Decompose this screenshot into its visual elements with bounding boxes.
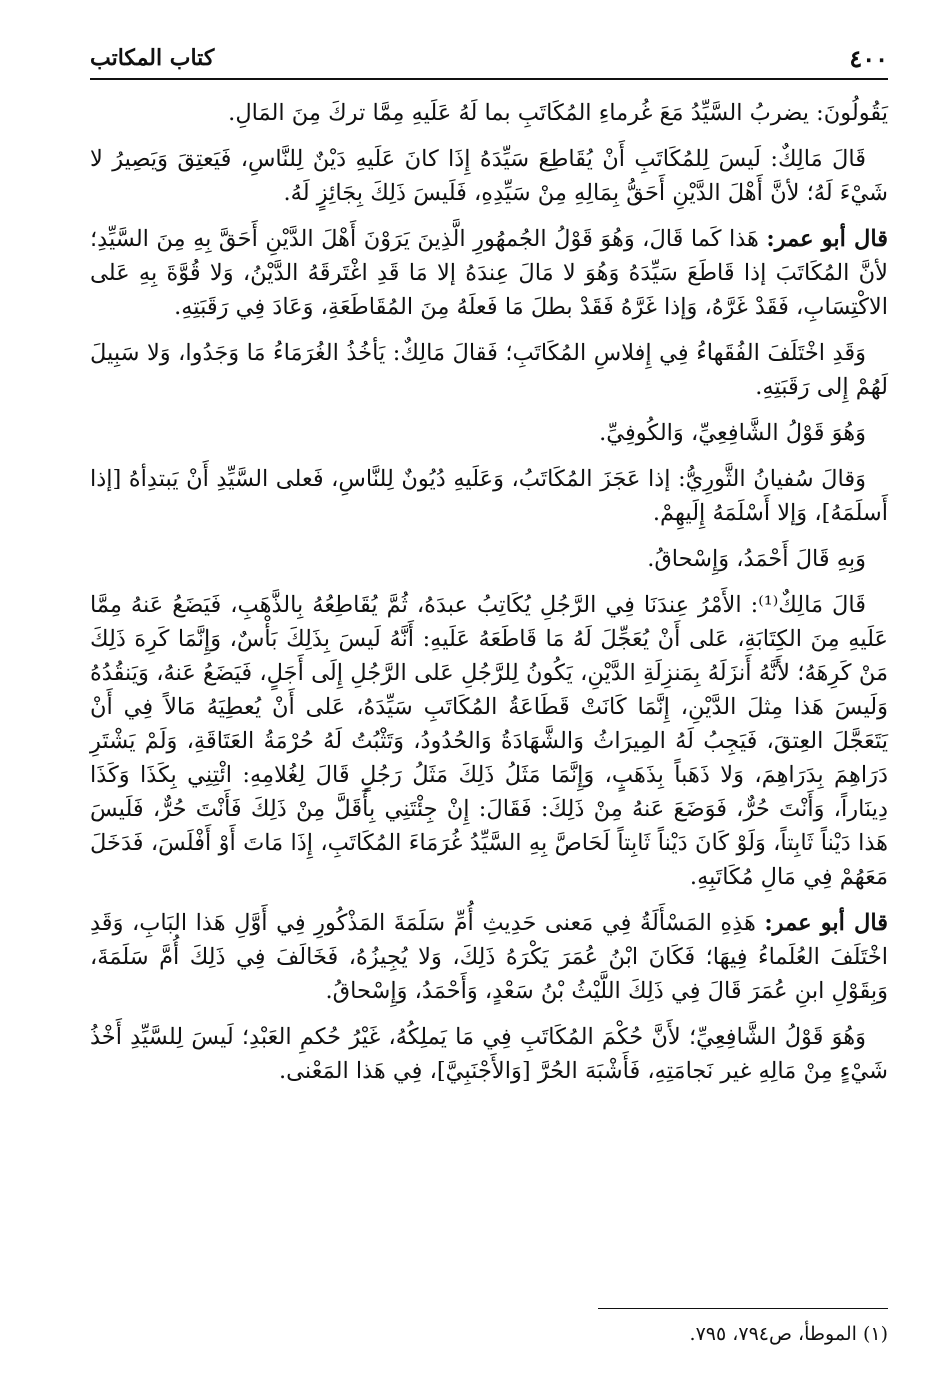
book-page (90, 38, 888, 1358)
paragraph (90, 542, 888, 576)
paragraph (90, 336, 888, 404)
paragraph-text: يَقُولُونَ: يضربُ السَّيِّدُ مَعَ غُرماءِ المُكَاتَبِ بما لَهُ عَلَيهِ مِمَّا تركَ مِنَ المَالِ. (228, 100, 888, 126)
footnote-divider (598, 1308, 888, 1309)
paragraph-text: وَهُوَ قَوْلُ الشَّافِعِيِّ؛ لأَنَّ حُكْمَ المُكَاتَبِ فِي مَا يَملِكُهُ، غَيْرُ حُكمِ العَبْدِ؛ لَيسَ لِلسَّيِّدِ أَخْذُ شَيْءٍ مِنْ مَالِهِ غير نَجامَتِهِ، فَأَشْبَهَ الحُرَّ [وَالأَجْنَبِيَّ]، فِي هَذا المَعْنى. (90, 1024, 888, 1084)
paragraph-text: وَهُوَ قَوْلُ الشَّافِعِيِّ، وَالكُوفِيِّ. (599, 420, 866, 446)
paragraph-text: وَقالَ سُفيانُ الثَّورِيُّ: إذا عَجَزَ المُكَاتَبُ، وَعَلَيهِ دُيُونٌ لِلنَّاسِ، فَعلى السَّيِّدِ أَنْ يَبتدِأهُ [إذا أَسلَمَهُ]، وَإلا أَسْلَمَهُ إِلَيهِمْ. (90, 466, 888, 526)
paragraph-text: هَذِهِ المَسْأَلَةُ فِي مَعنى حَدِيثِ أُمِّ سَلَمَةَ المَذْكُورِ فِي أَوَّلِ هَذا البَابِ، وَقَدِ اخْتَلَفَ العُلَماءُ فِيهَا؛ فَكَانَ ابْنُ عُمَرَ يَكْرَهُ ذَلِكَ، وَلا يُجِيزُهُ، فَخَالَفَ فِي ذَلِكَ أُمَّ سَلَمَةَ، وَبِقَوْلِ ابنِ عُمَرَ قَالَ فِي ذَلِكَ اللَّيْثُ بْنُ سَعْدٍ، وَأَحْمَدُ، وَإِسْحاقُ. (90, 910, 888, 1004)
footnote: (١) الموطأ، ص٧٩٤، ٧٩٥. (689, 1323, 888, 1345)
page-number: ٤٠٠ (849, 43, 888, 73)
paragraph-text: وَبِهِ قَالَ أَحْمَدُ، وَإِسْحاقُ. (647, 546, 866, 572)
running-header (90, 38, 888, 80)
paragraph (90, 416, 888, 450)
paragraph-text: هَذا كَما قَالَ، وَهُوَ قَوْلُ الجُمهُورِ الَّذِينَ يَرَوْنَ أَهْلَ الدَّيْنِ أَحَقَّ بِهِ مِنَ السَّيِّدِ؛ لأنَّ المُكَاتَبَ إذا قَاطَعَ سَيِّدَهُ وَهُوَ لا مَالَ عِندَهُ إلا مَا قَدِ اغْتَرقَهُ الدَّيْنُ، وَلا قُوَّةَ بِهِ عَلى الاكْتِسَابِ، فَقَدْ غَرَّهُ، وَإذا غَرَّهُ فَقَدْ بطلَ مَا فَعلَهُ مِنَ المُقَاطَعَةِ، وَعَادَ فِي رَقَبَتِهِ. (90, 226, 889, 320)
paragraph-text: وَقَدِ اخْتَلَفَ الفُقَهاءُ فِي إِفلاسِ المُكَاتَبِ؛ فَقالَ مَالِكٌ: يَأخُذُ الغُرَمَاءُ مَا وَجَدُوا، وَلا سَبِيلَ لَهُمْ إِلى رَقَبَتِهِ. (90, 340, 888, 400)
speaker-label: قال أبو عمر: (764, 910, 888, 936)
paragraph (90, 142, 888, 210)
paragraph (90, 462, 888, 530)
main-text (90, 96, 888, 1100)
paragraph (90, 906, 888, 1008)
paragraph-text: قَالَ مَالِكٌ⁽¹⁾: الأَمْرُ عِندَنَا فِي الرَّجُلِ يُكَاتِبُ عبدَهُ، ثُمَّ يُقَاطِعُهُ بِالذَّهَبِ، فَيَضَعُ عَنهُ مِمَّا عَلَيهِ مِنَ الكِتَابَةِ، عَلى أَنْ يُعَجِّلَ لَهُ مَا قَاطَعَهُ عَلَيهِ: أَنَّهُ لَيسَ بِذَلِكَ بَأْسٌ، وَإِنَّمَا كَرِهَ ذَلِكَ مَنْ كَرِهَهُ؛ لأَنَّهُ أَنزَلَهُ بِمَنزِلَةِ الدَّيْنِ، يَكُونُ لِلرَّجُلِ عَلى الرَّجُلِ إِلَى أَجَلٍ، فَيَضَعُ عَنهُ، وَيَنقُدُهُ وَلَيسَ هَذا مِثلَ الدَّيْنِ، إِنَّمَا كَانَتْ قَطَاعَةُ المُكَاتَبِ سَيِّدَهُ، عَلى أَنْ يُعطِيَهُ مَالاً فِي أَنْ يَتَعَجَّلَ العِتقَ، فَيَجِبُ لَهُ المِيرَاثُ وَالشَّهَادَةُ وَالحُدُودُ، وَتَثْبُتُ لَهُ حُرْمَةُ العَتَاقَةِ، وَلَمْ يَشْتَرِ دَرَاهِمَ بِدَرَاهِمَ، وَلا ذَهَباً بِذَهَبٍ، وَإِنَّمَا مَثَلُ ذَلِكَ مَثَلُ رَجُلٍ قَالَ لِغُلامِهِ: ائْتِنِي بِكَذَا وَكَذَا دِينَاراً، وَأَنْتَ حُرٌّ، فَوَضَعَ عَنهُ مِنْ ذَلِكَ: فَقَالَ: إِنْ جِئْتَنِي بِأَقَلَّ مِنْ ذَلِكَ فَأَنْتَ حُرٌّ، فَلَيسَ هَذا دَيْناً ثَابِتاً، وَلَوْ كَانَ دَيْناً ثَابِتاً لَحَاصَّ بِهِ السَّيِّدُ غُرَمَاءَ المُكَاتَبِ، إِذَا مَاتَ أَوْ أَفْلَسَ، فَدَخَلَ مَعَهُمْ فِي مَالِ مُكَاتَبِهِ. (90, 592, 888, 890)
paragraph-text: قَالَ مَالِكٌ: لَيسَ لِلمُكَاتَبِ أَنْ يُقَاطِعَ سَيِّدَهُ إِذَا كانَ عَلَيهِ دَيْنٌ لِلنَّاسِ، فَيَعتِقَ وَيَصِيرُ لا شَيْءَ لَهُ؛ لأنَّ أَهْلَ الدَّيْنِ أَحَقُّ بِمَالِهِ مِنْ سَيِّدِهِ، فَلَيسَ ذَلِكَ بِجَائِزٍ لَهُ. (90, 146, 888, 206)
speaker-label: قال أبو عمر: (766, 226, 889, 252)
paragraph (90, 588, 888, 894)
paragraph (90, 1020, 888, 1088)
book-title: كتاب المكاتب (90, 45, 215, 71)
paragraph (90, 222, 888, 324)
paragraph (90, 96, 888, 130)
